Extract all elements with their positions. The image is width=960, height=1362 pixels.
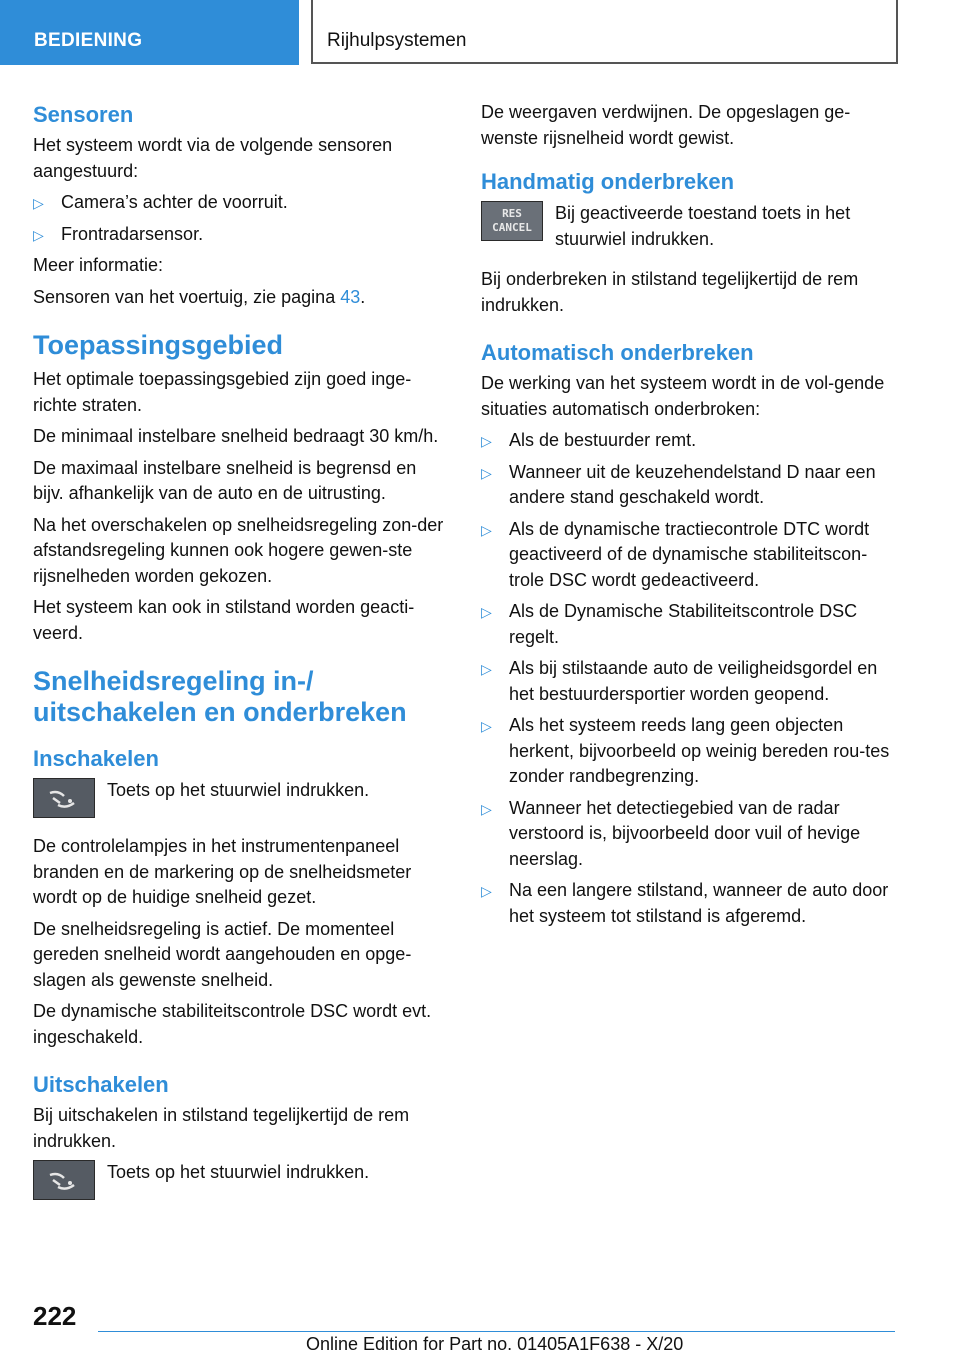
paragraph: De werking van het systeem wordt in de vol-gende situaties automatisch onderbroken: (481, 373, 885, 419)
res-cancel-button-icon: RES CANCEL (481, 201, 543, 241)
triangle-right-icon: ▷ (481, 661, 492, 677)
paragraph: Bij onderbreken in stilstand tegelijkertijd de rem indrukken. (481, 269, 859, 315)
heading-automatisch: Automatisch onderbreken (481, 340, 754, 365)
paragraph: Het systeem wordt via de volgende sensoren aangestuurd: (33, 135, 393, 181)
heading-toepassingsgebied: Toepassingsgebied (33, 330, 284, 360)
left-column (33, 100, 448, 1216)
triangle-right-icon: ▷ (481, 718, 492, 734)
automatisch-list (481, 428, 901, 929)
paragraph: Meer informatie: (33, 255, 164, 275)
paragraph: Na het overschakelen op snelheidsregeling zon-der afstandsregeling kunnen ook hogere gewen-ste rijsnelheden worden gekozen. (33, 514, 444, 586)
paragraph: Het systeem kan ook in stilstand worden geacti-veerd. (33, 597, 415, 643)
page-number: 222 (33, 1301, 77, 1331)
list-item: ▷ Na een langere stilstand, wanneer de auto door het systeem tot stilstand is afgeremd. (481, 880, 889, 926)
sensoren-list (33, 190, 448, 247)
heading-sensoren: Sensoren (33, 102, 134, 127)
paragraph: De dynamische stabiliteitscontrole DSC wordt evt. ingeschakeld. (33, 1001, 432, 1047)
list-item: ▷ Frontradarsensor. (33, 222, 448, 248)
triangle-right-icon: ▷ (481, 604, 492, 620)
page-link[interactable]: 43 (340, 286, 361, 307)
list-item: ▷ Als de Dynamische Stabiliteitscontrole DSC regelt. (481, 601, 858, 647)
header-chapter-title: Rijhulpsystemen (327, 30, 467, 51)
uitschakelen-button-row (33, 1160, 448, 1208)
button-instruction: Bij geactiveerde toestand toets in het stuurwiel indrukken. (555, 203, 851, 249)
heading-uitschakelen: Uitschakelen (33, 1072, 169, 1097)
triangle-right-icon: ▷ (33, 195, 44, 211)
heading-snelheidsregeling: Snelheidsregeling in-/ uitschakelen en onderbreken (33, 666, 407, 727)
footer-edition: Online Edition for Part no. 01405A1F638 - X/20 (306, 1334, 684, 1354)
triangle-right-icon: ▷ (481, 464, 492, 481)
heading-handmatig: Handmatig onderbreken (481, 169, 735, 194)
list-item: ▷ Als het systeem reeds lang geen objecten herkent, bijvoorbeeld op weinig bereden rou-tes zonder randbegrenzing. (481, 715, 890, 786)
list-item: ▷ Camera’s achter de voorruit. (33, 190, 448, 216)
triangle-right-icon: ▷ (33, 226, 44, 243)
triangle-right-icon: ▷ (481, 800, 492, 817)
paragraph: De controlelampjes in het instrumentenpaneel branden en de markering op de snelheidsmeter wordt op de huidige snelheid gezet. (33, 836, 412, 907)
handmatig-button-row (481, 201, 901, 259)
paragraph: De weergaven verdwijnen. De opgeslagen ge-wenste rijsnelheid wordt gewist. (481, 102, 851, 148)
list-item: ▷ Als bij stilstaande auto de veiligheidsgordel en het bestuurdersportier worden geopend. (481, 658, 878, 704)
footer-divider (98, 1331, 895, 1332)
list-item: ▷ Als de bestuurder remt. (481, 428, 901, 454)
header-chapter-box (311, 0, 898, 64)
paragraph: De minimaal instelbare snelheid bedraagt 30 km/h. (33, 426, 439, 446)
header-section-tab (0, 0, 299, 65)
triangle-right-icon: ▷ (481, 433, 492, 449)
paragraph-reference: Sensoren van het voertuig, zie pagina 43. (33, 286, 366, 307)
triangle-right-icon: ▷ (481, 883, 492, 899)
header-section-title: BEDIENING (34, 30, 143, 51)
heading-inschakelen: Inschakelen (33, 746, 159, 771)
list-item: ▷ Wanneer het detectiegebied van de radar verstoord is, bijvoorbeeld door vuil of hevige neerslag. (481, 797, 861, 869)
triangle-right-icon: ▷ (481, 521, 492, 538)
paragraph: Het optimale toepassingsgebied zijn goed inge-richte straten. (33, 369, 412, 415)
right-column (481, 100, 901, 935)
button-instruction: Toets op het stuurwiel indrukken. (107, 780, 370, 800)
paragraph: Bij uitschakelen in stilstand tegelijkertijd de rem indrukken. (33, 1105, 410, 1151)
inschakelen-button-row (33, 778, 448, 826)
cruise-control-icon (33, 1160, 95, 1200)
list-item: ▷ Als de dynamische tractiecontrole DTC wordt geactiveerd of de dynamische stabiliteitscon-trole DSC wordt gedeactiveerd. (481, 518, 870, 590)
button-instruction: Toets op het stuurwiel indrukken. (107, 1162, 370, 1182)
paragraph: De maximaal instelbare snelheid is begrensd en bijv. afhankelijk van de auto en de uitrusting. (33, 457, 417, 503)
cruise-control-icon (33, 778, 95, 818)
list-item: ▷ Wanneer uit de keuzehendelstand D naar een andere stand geschakeld wordt. (481, 461, 876, 507)
paragraph: De snelheidsregeling is actief. De momenteel gereden snelheid wordt aangehouden en opge-slagen als gewenste snelheid. (33, 918, 412, 990)
